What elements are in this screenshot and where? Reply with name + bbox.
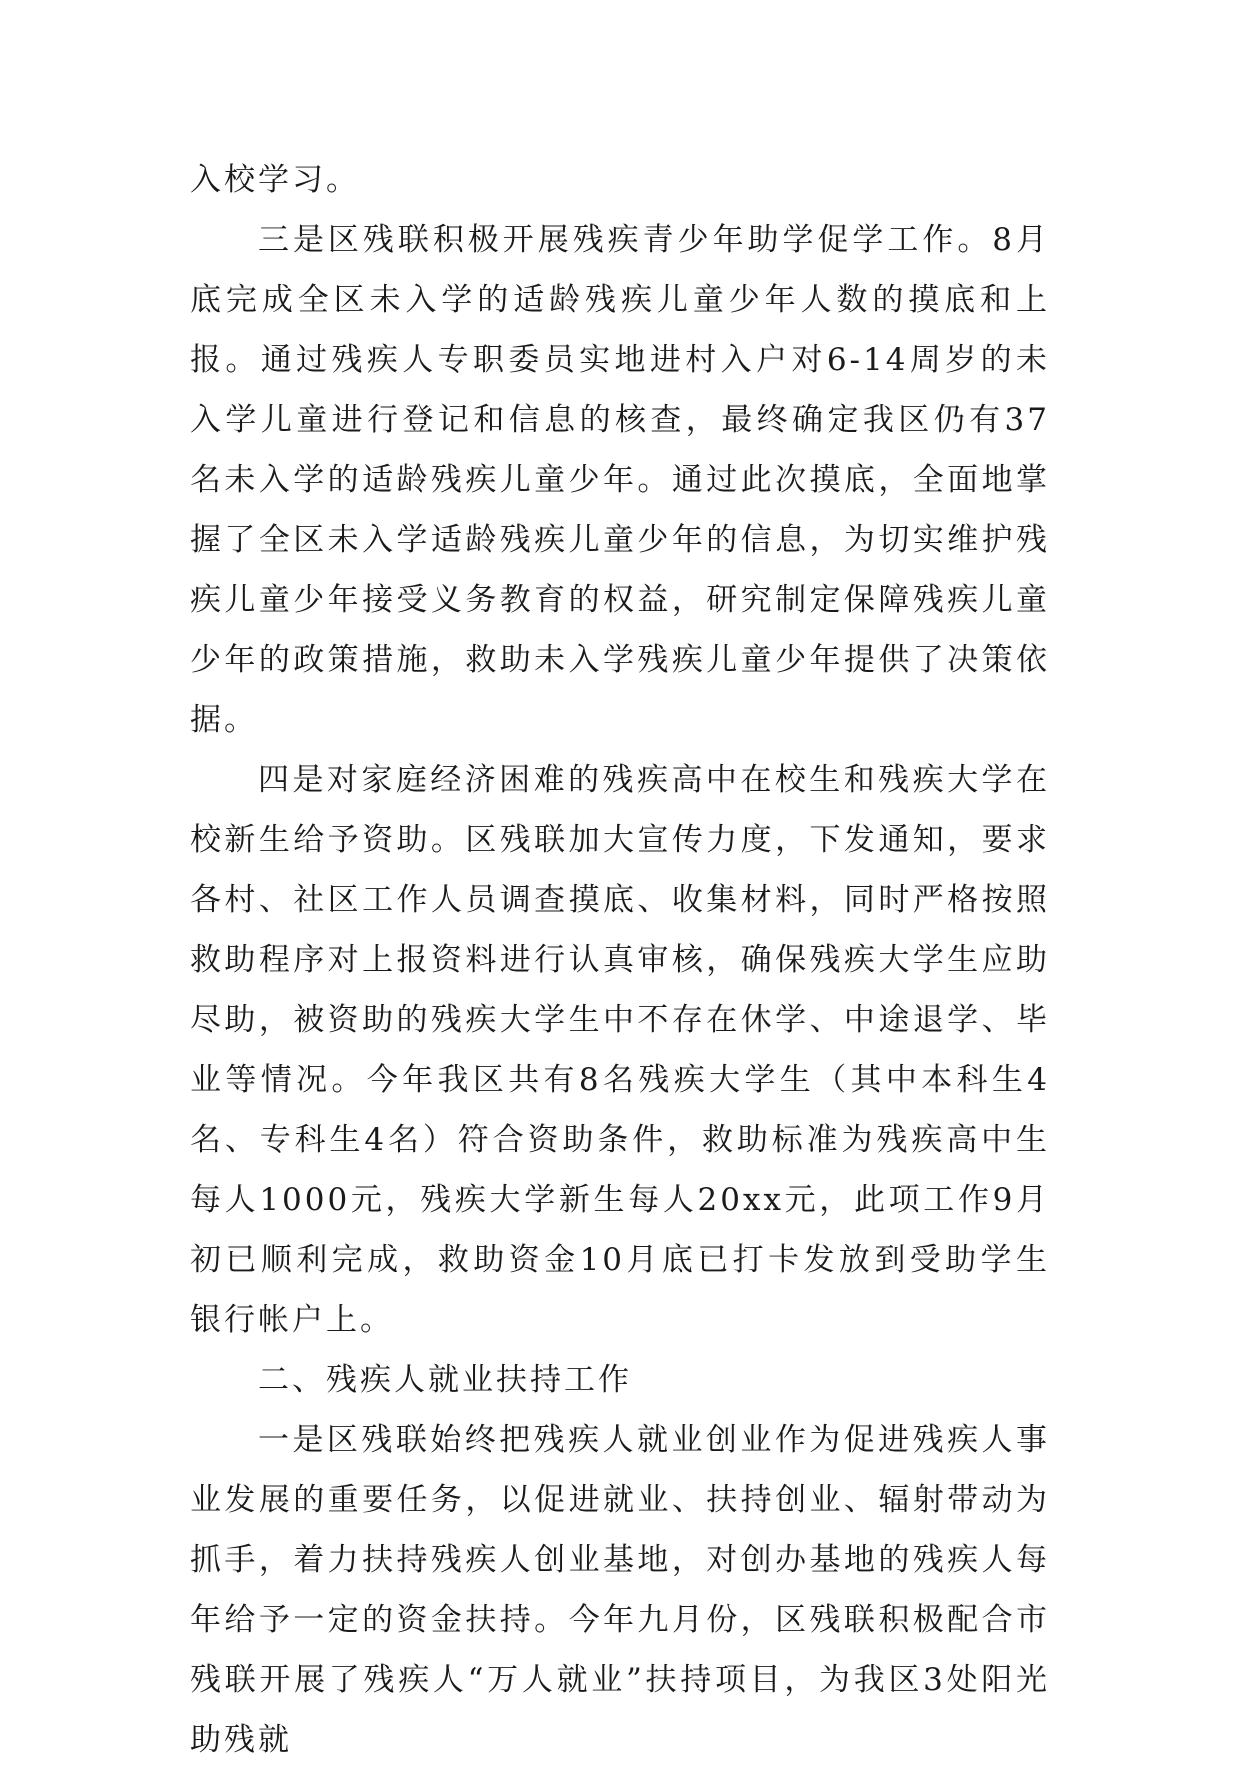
paragraph-student-funding: 四是对家庭经济困难的残疾高中在校生和残疾大学在校新生给予资助。区残联加大宣传力度，下发通知，要求各村、社区工作人员调查摸底、收集材料，同时严格按照救助程序对上报资料进行认真审核，确保残疾大学生应助尽助，被资助的残疾大学生中不存在休学、中途退学、毕业等情况。今年我区共有8名残疾大学生（其中本科生4名、专科生4名）符合资助条件，救助标准为残疾高中生每人1000元，残疾大学新生每人20xx元，此项工作9月初已顺利完成，救助资金10月底已打卡发放到受助学生银行帐户上。 <box>190 762 1050 1338</box>
document-body <box>190 150 1050 1770</box>
paragraph-employment-support: 一是区残联始终把残疾人就业创业作为促进残疾人事业发展的重要任务，以促进就业、扶持创业、辐射带动为抓手，着力扶持残疾人创业基地，对创办基地的残疾人每年给予一定的资金扶持。今年九月份，区残联积极配合市残联开展了残疾人“万人就业”扶持项目，为我区3处阳光助残就 <box>190 1422 1050 1758</box>
paragraph-education-aid: 三是区残联积极开展残疾青少年助学促学工作。8月底完成全区未入学的适龄残疾儿童少年人数的摸底和上报。通过残疾人专职委员实地进村入户对6-14周岁的未入学儿童进行登记和信息的核查，最终确定我区仍有37名未入学的适龄残疾儿童少年。通过此次摸底，全面地掌握了全区未入学适龄残疾儿童少年的信息，为切实维护残疾儿童少年接受义务教育的权益，研究制定保障残疾儿童少年的政策措施，救助未入学残疾儿童少年提供了决策依据。 <box>190 222 1050 738</box>
section-heading-employment: 二、残疾人就业扶持工作 <box>258 1362 632 1398</box>
paragraph-continuation: 入校学习。 <box>190 162 360 198</box>
